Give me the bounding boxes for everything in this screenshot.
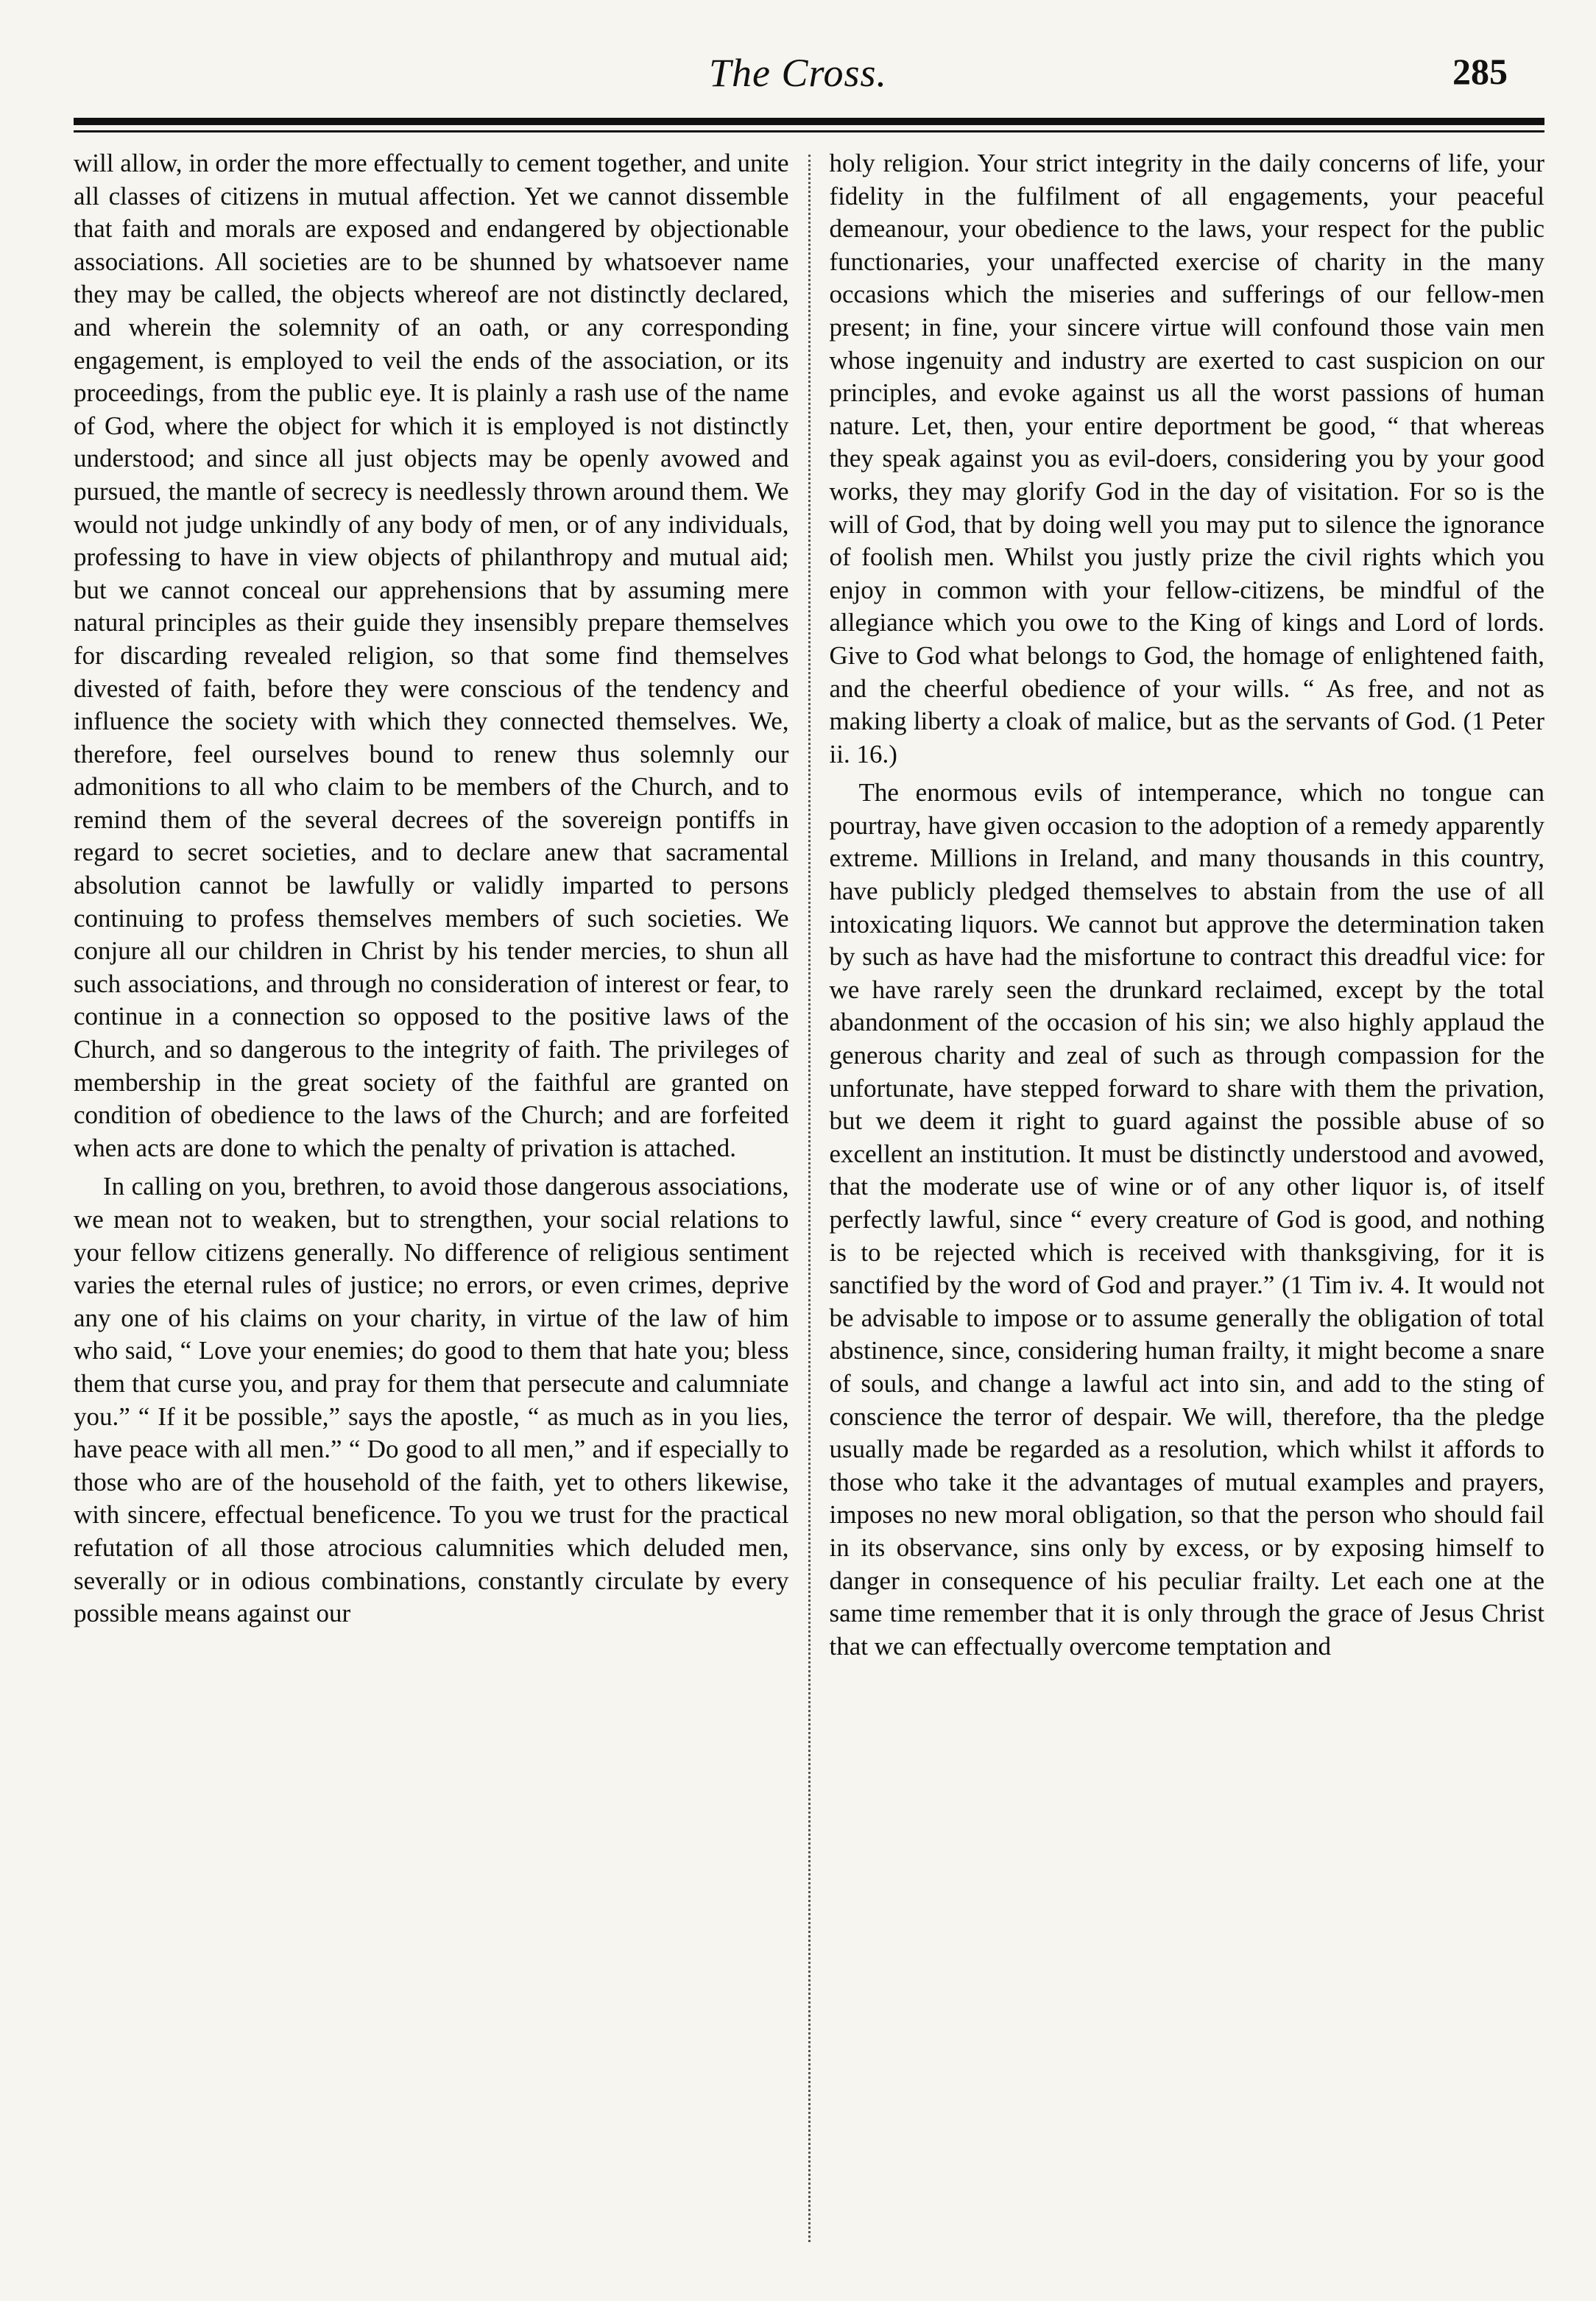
right-paragraph-2: The enormous evils of intemperance, which no tongue can pourtray, have given occasion to the adoption of a remedy apparently extreme. Millions in Ireland, and many thousands in this country, have publicly pledged themselves to abstain from the use of all intoxicating liquors. We cannot but approve the determination taken by such as have had the misfortune to contract this dreadful vice: for we have rarely seen the drunkard reclaimed, except by the total abandonment of the occasion of his sin; we also highly applaud the generous charity and zeal of such as through compassion for the unfortunate, have stepped forward to share with them the privation, but we deem it right to guard against the possible abuse of so excellent an institution. It must be distinctly understood and avowed, that the moderate use of wine or of any other liquor is, of itself perfectly lawful, since “ every creature of God is good, and nothing is to be rejected which is received with thanksgiving, for it is sanctified by the word of God and prayer.” (1 Tim iv. 4. It would not be advisable to impose or to assume generally the obligation of total abstinence, since, considering human frailty, it might become a snare of souls, and change a lawful act into sin, and add to the sting of conscience the terror of despair. We will, therefore, tha the pledge usually made be regarded as a resolution, which whilst it affords to those who take it the advantages of mutual examples and prayers, imposes no new moral obligation, so that the person who should fail in its observance, sins only by excess, or by exposing himself to danger in consequence of his peculiar frailty. Let each one at the same time remember that it is only through the grace of Jesus Christ that we can effectually overcome temptation and [829,778,1544,1661]
right-column [811,147,1545,2249]
header-rule-thin [74,130,1544,132]
left-paragraph-1: will allow, in order the more effectually to cement together, and unite all classes of citizens in mutual affection. Yet we cannot dissemble that faith and morals are exposed and endangered by objectionable associations. All societies are to be shunned by whatsoever name they may be called, the objects whereof are not distinctly declared, and wherein the solemnity of an oath, or any corresponding engagement, is employed to veil the ends of the association, or its proceedings, from the public eye. It is plainly a rash use of the name of God, where the object for which it is employed is not distinctly understood; and since all just objects may be openly avowed and pursued, the mantle of secrecy is needlessly thrown around them. We would not judge unkindly of any body of men, or of any individuals, professing to have in view objects of philanthropy and mutual aid; but we cannot conceal our apprehensions that by assuming mere natural principles as their guide they insensibly prepare themselves for discarding revealed religion, so that some find themselves divested of faith, before they were conscious of the tendency and influence the society with which they connected themselves. We, therefore, feel ourselves bound to renew thus solemnly our admonitions to all who claim to be members of the Church, and to remind them of the several decrees of the sovereign pontiffs in regard to secret societies, and to declare anew that sacramental absolution cannot be lawfully or validly imparted to persons continuing to profess themselves members of such societies. We conjure all our children in Christ by his tender mercies, to shun all such associations, and through no consideration of interest or fear, to continue in a connection so opposed to the positive laws of the Church, and so dangerous to the integrity of faith. The privileges of membership in the great society of the faithful are granted on condition of obedience to the laws of the Church; and are forfeited when acts are done to which the penalty of privation is attached. [74,149,789,1162]
text-columns [74,147,1544,2249]
right-paragraph-1: holy religion. Your strict integrity in the daily concerns of life, your fidelity in the fulfilment of all engagements, your peaceful demeanour, your obedience to the laws, your respect for the public functionaries, your unaffected exercise of charity in the many occasions which the miseries and sufferings of our fellow-men present; in fine, your sincere virtue will confound those vain men whose ingenuity and industry are exerted to cast suspicion on our principles, and evoke against us all the worst passions of human nature. Let, then, your entire deportment be good, “ that whereas they speak against you as evil-doers, considering you by your good works, they may glorify God in the day of visitation. For so is the will of God, that by doing well you may put to silence the ignorance of foolish men. Whilst you justly prize the civil rights which you enjoy in common with your fellow-citizens, be mindful of the allegiance which you owe to the King of kings and Lord of lords. Give to God what belongs to God, the homage of enlightened faith, and the cheerful obedience of your wills. “ As free, and not as making liberty a cloak of malice, but as the servants of God. (1 Peter ii. 16.) [829,149,1544,768]
page-number: 285 [1452,51,1508,92]
left-paragraph-2: In calling on you, brethren, to avoid those dangerous associations, we mean not to weaken, but to strengthen, your social relations to your fellow citizens generally. No difference of religious sentiment varies the eternal rules of justice; no errors, or even crimes, deprive any one of his claims on your charity, in virtue of the law of him who said, “ Love your enemies; do good to them that hate you; bless them that curse you, and pray for them that persecute and calumniate you.” “ If it be possible,” says the apostle, “ as much as in you lies, have peace with all men.” “ Do good to all men,” and if especially to those who are of the household of the faith, yet to others likewise, with sincere, effectual beneficence. To you we trust for the practical refutation of all those atrocious calumnities which deluded men, severally or in odious combinations, constantly circulate by every possible means against our [74,1172,789,1628]
page-header [66,44,1530,110]
left-column [74,147,808,2249]
running-title: The Cross. [708,51,888,95]
header-rule-thick [74,118,1544,125]
